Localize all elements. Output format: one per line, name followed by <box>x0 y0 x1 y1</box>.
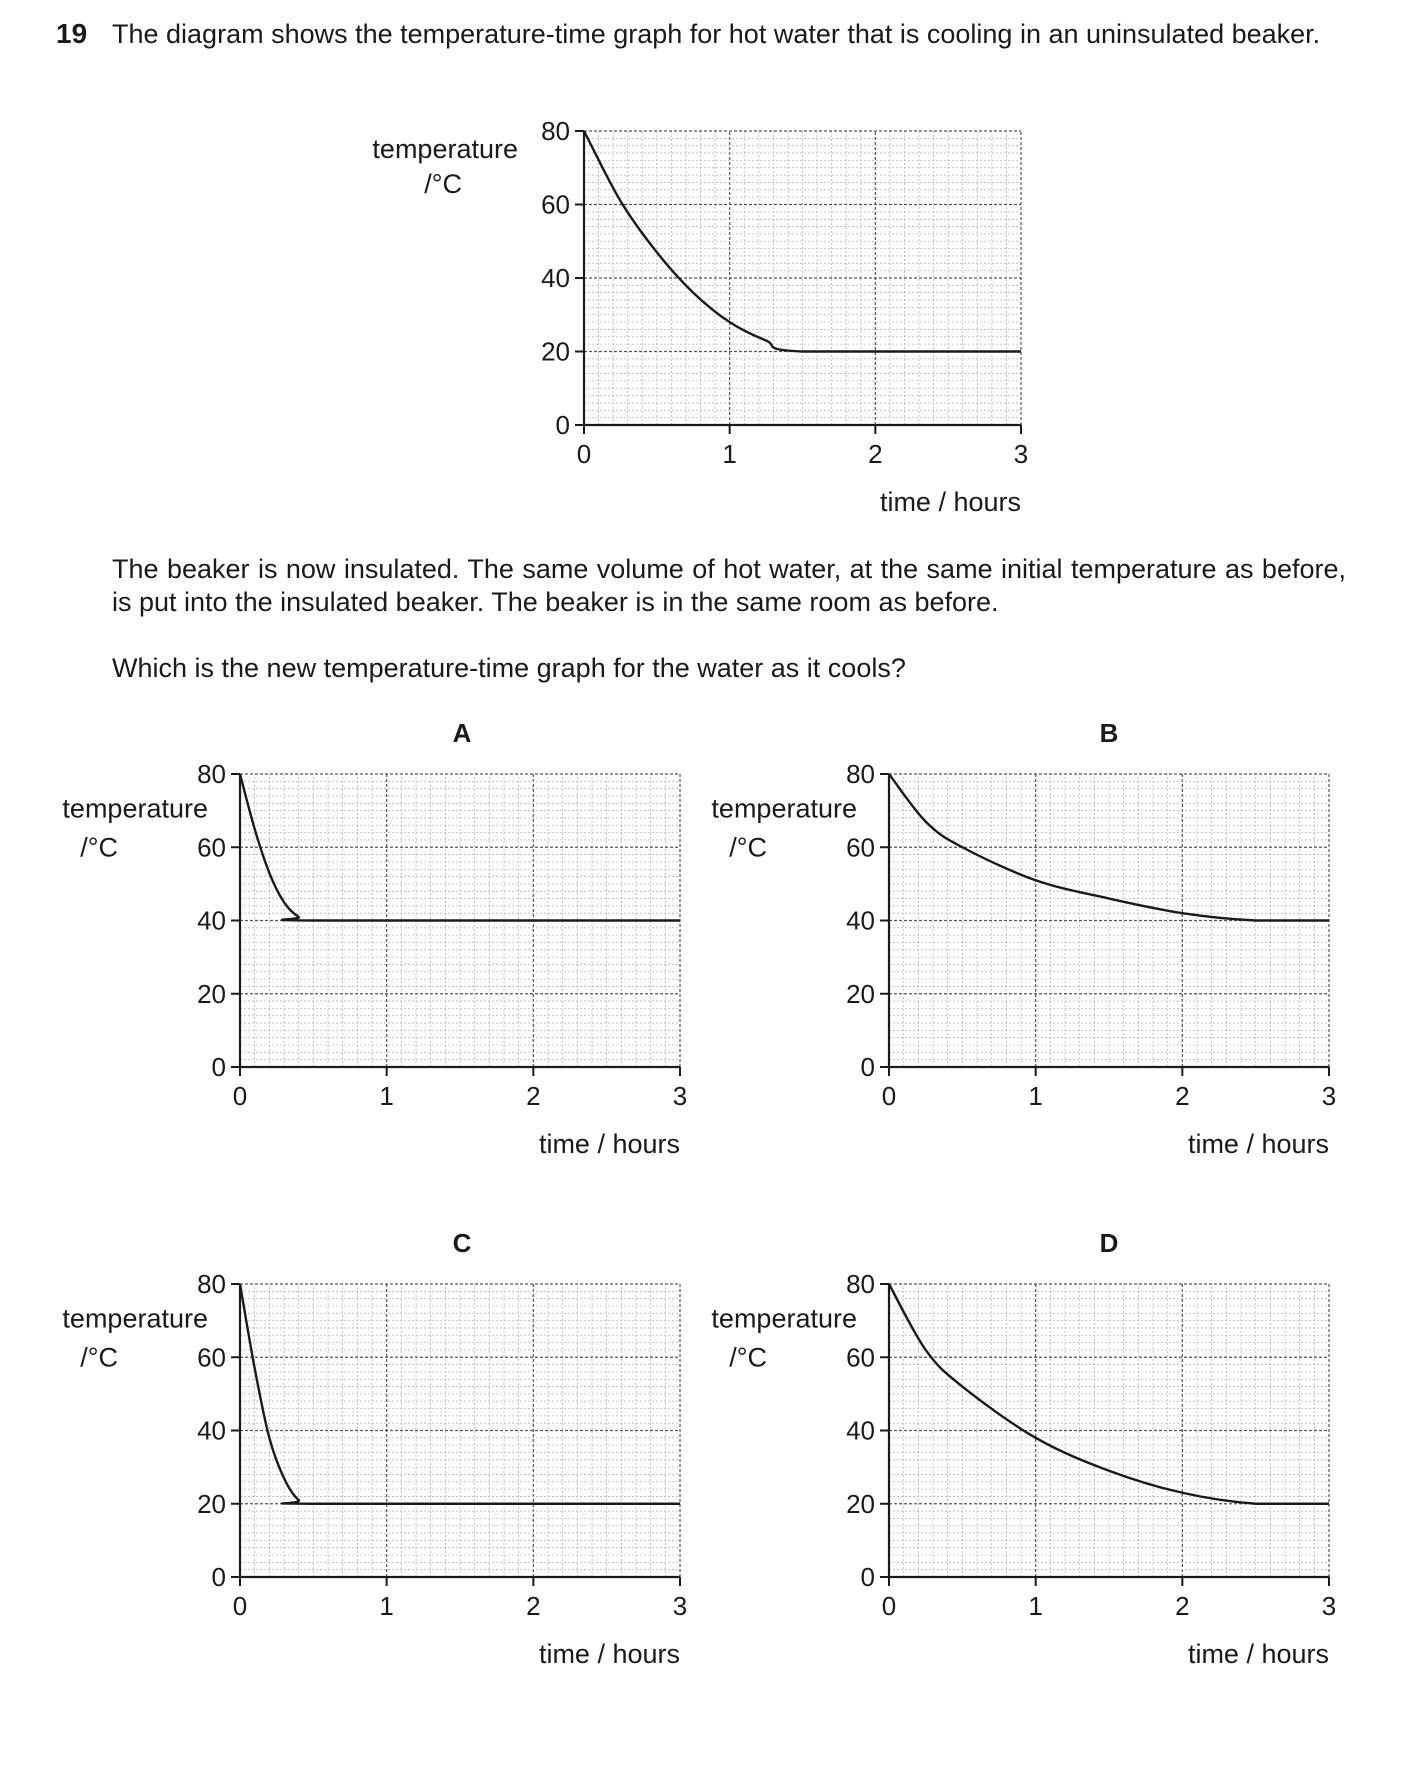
x-tick-label: 3 <box>1321 1081 1337 1111</box>
x-tick-label: 0 <box>881 1081 897 1111</box>
y-tick-label: 0 <box>555 410 570 440</box>
option-b-label: B <box>1099 718 1119 748</box>
y-tick-label: 80 <box>846 1269 875 1299</box>
y-tick-label: 80 <box>197 1269 226 1299</box>
main-graph <box>0 0 1403 560</box>
y-tick-label: 40 <box>846 1415 875 1446</box>
x-tick-label: 3 <box>1013 439 1029 469</box>
y-axis-title: temperature <box>711 1303 857 1334</box>
x-axis-title: time / hours <box>1187 1639 1329 1669</box>
y-axis-unit: /°C <box>729 1342 767 1373</box>
option-d-label: D <box>1099 1228 1119 1258</box>
y-axis-title: temperature <box>711 793 857 824</box>
y-tick-label: 60 <box>846 832 875 863</box>
y-tick-label: 60 <box>197 1342 226 1373</box>
x-tick-label: 2 <box>1175 1081 1190 1111</box>
x-axis-title: time / hours <box>879 487 1021 517</box>
x-axis-title: time / hours <box>538 1129 680 1159</box>
y-tick-label: 0 <box>860 1052 875 1082</box>
option-a-label: A <box>452 718 472 748</box>
x-tick-label: 3 <box>1321 1591 1337 1621</box>
y-axis-title: temperature <box>372 134 518 164</box>
temperature-curve <box>240 1284 680 1504</box>
y-tick-label: 0 <box>211 1052 226 1082</box>
x-tick-label: 0 <box>881 1591 897 1621</box>
x-tick-label: 3 <box>672 1591 688 1621</box>
temperature-curve <box>889 1284 1329 1504</box>
x-axis-title: time / hours <box>1187 1129 1329 1159</box>
y-tick-label: 20 <box>197 978 226 1009</box>
temperature-curve <box>889 774 1329 921</box>
x-tick-label: 0 <box>232 1081 248 1111</box>
y-tick-label: 40 <box>541 263 570 293</box>
question-number: 19 <box>56 18 88 49</box>
y-tick-label: 40 <box>197 905 226 936</box>
y-axis-unit: /°C <box>424 169 462 199</box>
x-tick-label: 1 <box>379 1591 394 1621</box>
y-axis-unit: /°C <box>80 1342 118 1373</box>
y-tick-label: 20 <box>846 978 875 1009</box>
question-paragraph-2: The beaker is now insulated. The same volume of hot water, at the same initial temperature as before, is put into the insulated beaker. The beaker is in the same room as before. <box>112 554 1346 617</box>
y-tick-label: 0 <box>211 1562 226 1592</box>
y-tick-label: 60 <box>197 832 226 863</box>
x-tick-label: 1 <box>722 439 737 469</box>
y-axis-title: temperature <box>62 1303 208 1334</box>
y-tick-label: 80 <box>846 759 875 789</box>
y-tick-label: 60 <box>541 189 570 220</box>
question-paragraph-3: Which is the new temperature-time graph for the water as it cools? <box>112 653 906 683</box>
x-tick-label: 2 <box>868 439 883 469</box>
x-tick-label: 0 <box>576 439 592 469</box>
x-tick-label: 0 <box>232 1591 248 1621</box>
y-axis-title: temperature <box>62 793 208 824</box>
y-tick-label: 40 <box>197 1415 226 1446</box>
y-tick-label: 20 <box>197 1488 226 1519</box>
x-tick-label: 2 <box>526 1591 541 1621</box>
temperature-curve <box>240 774 680 921</box>
y-tick-label: 40 <box>846 905 875 936</box>
y-tick-label: 60 <box>846 1342 875 1373</box>
y-tick-label: 0 <box>860 1562 875 1592</box>
x-tick-label: 3 <box>672 1081 688 1111</box>
x-tick-label: 1 <box>379 1081 394 1111</box>
y-tick-label: 80 <box>197 759 226 789</box>
x-tick-label: 2 <box>526 1081 541 1111</box>
y-axis-unit: /°C <box>80 832 118 863</box>
option-c-label: C <box>452 1228 472 1258</box>
x-tick-label: 1 <box>1028 1081 1043 1111</box>
y-tick-label: 80 <box>541 116 570 146</box>
x-axis-title: time / hours <box>538 1639 680 1669</box>
y-tick-label: 20 <box>541 336 570 367</box>
question-stem: The diagram shows the temperature-time graph for hot water that is cooling in an uninsulated beaker. <box>112 19 1321 49</box>
x-tick-label: 2 <box>1175 1591 1190 1621</box>
y-axis-unit: /°C <box>729 832 767 863</box>
x-tick-label: 1 <box>1028 1591 1043 1621</box>
y-tick-label: 20 <box>846 1488 875 1519</box>
